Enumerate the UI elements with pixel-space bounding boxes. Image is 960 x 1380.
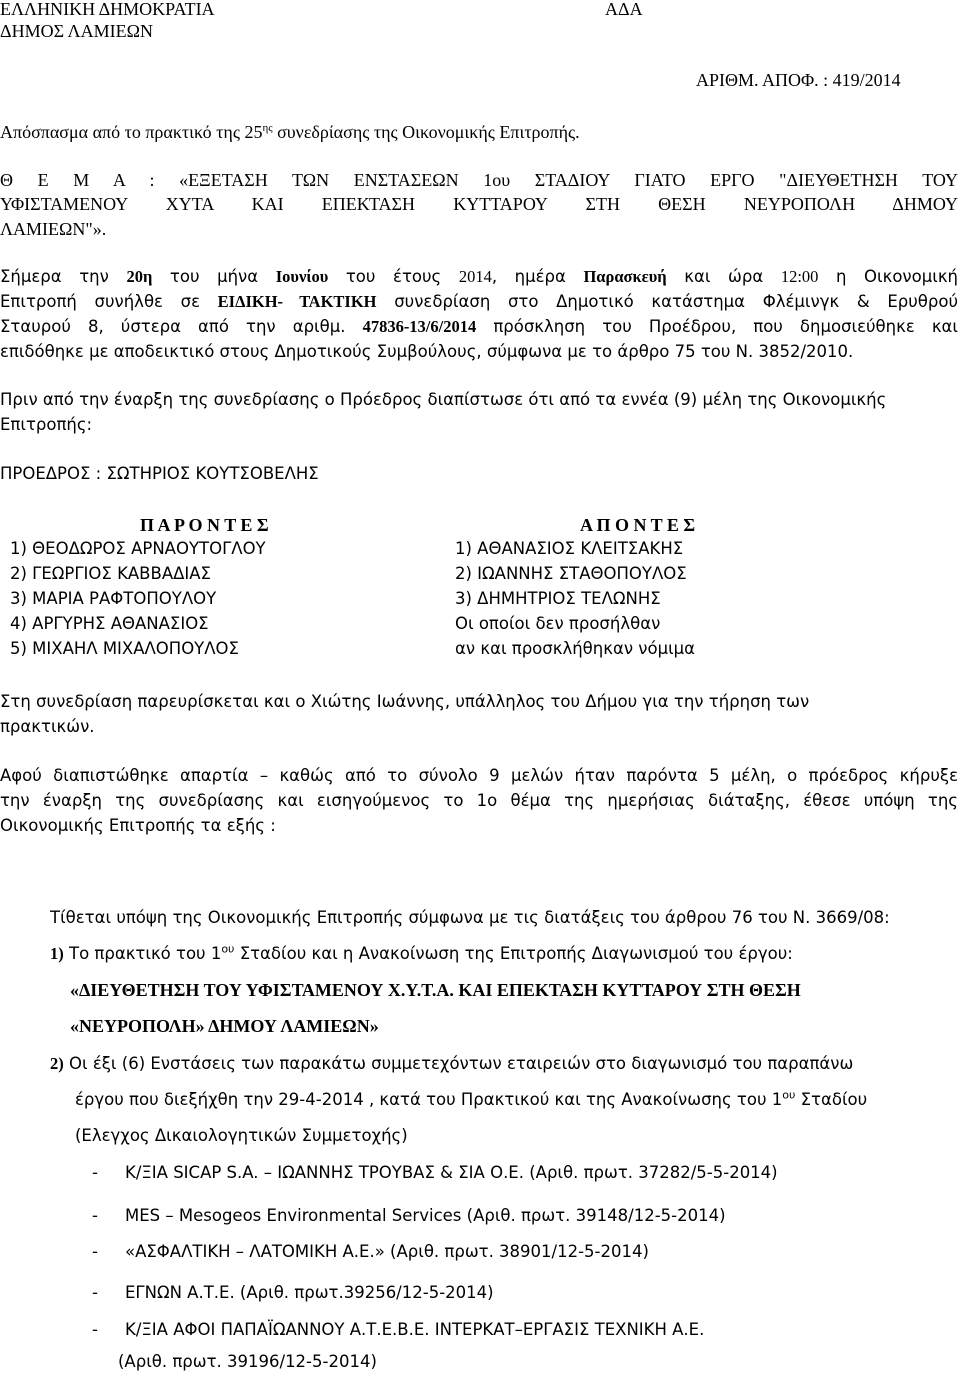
decision-label: ΑΡΙΘΜ. ΑΠΟΦ. :: [696, 70, 829, 90]
meeting-year: 2014: [458, 267, 492, 286]
absent-member: 3) ΔΗΜΗΤΡΙΟΣ ΤΕΛΩΝΗΣ: [455, 589, 661, 608]
decision-value: 419/2014: [832, 70, 901, 90]
project-title-line-1: «ΔΙΕΥΘΕΤΗΣΗ ΤΟΥ ΥΦΙΣΤΑΜΕΝΟΥ Χ.Υ.Τ.Α. ΚΑΙ ΕΠΕΚΤΑΣΗ ΚΥΤΤΑΡΟΥ ΣΤΗ ΘΕΣΗ: [70, 980, 801, 1000]
item-2-line-2: έργου που διεξήχθη την 29-4-2014 , κατά του Πρακτικού και της Ανακοίνωσης του $1^{o\upsilon}$ Σταδίου: [75, 1088, 868, 1109]
opening-line-2: την έναρξη της συνεδρίασης και εισηγούμενος το 1ο θέμα της ημερήσιας διάταξης, έθεσε υπόψη της: [0, 791, 958, 810]
absent-member: 1) ΑΘΑΝΑΣΙΟΣ ΚΛΕΙΤΣΑΚΗΣ: [455, 539, 684, 558]
session-suffix: ης: [262, 122, 273, 134]
meeting-weekday: Παρασκευή: [583, 267, 667, 286]
decision-number: [696, 68, 901, 92]
absent-heading: Α Π Ο Ν Τ Ε Σ: [580, 515, 696, 535]
ada-label: ΑΔΑ: [605, 0, 643, 19]
item-2: 2) Οι έξι (6) Ενστάσεις των παρακάτω συμμετεχόντων εταιρειών στο διαγωνισμό του παραπάνω: [50, 1054, 854, 1073]
excerpt-line: [0, 120, 580, 144]
subject-line-3: ΛΑΜΙΕΩΝ"».: [0, 219, 107, 239]
subject-line-1: Θ Ε Μ Α : «ΕΞΕΤΑΣΗ ΤΩΝ ΕΝΣΤΑΣΕΩΝ 1ου ΣΤΑΔΙΟΥ ΓΙΑΤΟ ΕΡΓΟ "ΔΙΕΥΘΕΤΗΣΗ ΤΟΥ: [0, 170, 958, 190]
objection-bullet: -: [92, 1163, 98, 1182]
objection-bullet: -: [92, 1206, 98, 1225]
opening-line-3: Οικονομικής Επιτροπής τα εξής :: [0, 816, 276, 835]
item-1: 1) Το πρακτικό του $1^{o\upsilon}$ Σταδίου και η Ανακοίνωση της Επιτροπής Διαγωνισμού του έργου:: [50, 942, 793, 963]
objection-item: Κ/ΞΙΑ SICAP S.A. – ΙΩΑΝΝΗΣ ΤΡΟΥΒΑΣ & ΣΙΑ Ο.Ε. (Αριθ. πρωτ. 37282/5-5-2014): [125, 1163, 778, 1182]
objection-item: ΕΓΝΩΝ Α.Τ.Ε. (Αριθ. πρωτ.39256/12-5-2014): [125, 1283, 494, 1302]
present-member: 5) ΜΙΧΑΗΛ ΜΙΧΑΛΟΠΟΥΛΟΣ: [10, 639, 239, 658]
quorum-line-2: Επιτροπής:: [0, 415, 93, 434]
objection-bullet: -: [92, 1320, 98, 1339]
opening-line-1: Αφού διαπιστώθηκε απαρτία – καθώς από το σύνολο 9 μελών ήταν παρόντα 5 μέλη, ο πρόεδρος κήρυξε: [0, 766, 958, 785]
excerpt-before: Απόσπασμα από το πρακτικό της: [0, 122, 240, 142]
meeting-line-1: Σήμερα την 20η του μήνα Ιουνίου του έτους 2014, ημέρα Παρασκευή και ώρα 12:00 η Οικονομική: [0, 267, 959, 286]
meeting-day: 20η: [126, 267, 153, 286]
body-intro: Τίθεται υπόψη της Οικονομικής Επιτροπής σύμφωνα με τις διατάξεις του άρθρου 76 του Ν. 3669/08:: [50, 908, 890, 927]
header-municipality: ΔΗΜΟΣ ΛΑΜΙΕΩΝ: [0, 21, 153, 41]
present-member: 2) ΓΕΩΡΓΙΟΣ ΚΑΒΒΑΔΙΑΣ: [10, 564, 211, 583]
president: ΠΡΟΕΔΡΟΣ : ΣΩΤΗΡΙΟΣ ΚΟΥΤΣΟΒΕΛΗΣ: [0, 464, 319, 483]
present-heading: Π Α Ρ Ο Ν Τ Ε Σ: [140, 515, 269, 535]
item-1-number: 1): [50, 944, 64, 963]
quorum-line-1: Πριν από την έναρξη της συνεδρίασης ο Πρόεδρος διαπίστωσε ότι από τα εννέα (9) μέλη της Οικονομικής: [0, 390, 887, 409]
meeting-line-3: Σταυρού 8, ύστερα από την αριθμ. 47836-13/6/2014 πρόσκληση του Προέδρου, που δημοσιεύθηκε και: [0, 317, 959, 336]
meeting-month: Ιουνίου: [275, 267, 329, 286]
present-member: 4) ΑΡΓΥΡΗΣ ΑΘΑΝΑΣΙΟΣ: [10, 614, 209, 633]
objection-bullet: -: [92, 1283, 98, 1302]
header-country: ΕΛΛΗΝΙΚΗ ΔΗΜΟΚΡΑΤΙΑ: [0, 0, 215, 19]
session-number: 25: [244, 122, 263, 142]
objection-item: Κ/ΞΙΑ ΑΦΟΙ ΠΑΠΑΪΩΑΝΝΟΥ Α.Τ.Ε.Β.Ε. ΙΝΤΕΡΚΑΤ–ΕΡΓΑΣΙΣ ΤΕΧΝΙΚΗ Α.Ε.: [125, 1320, 705, 1339]
invitation-ref: 47836-13/6/2014: [362, 317, 477, 336]
item-2-line-3: (Ελεγχος Δικαιολογητικών Συμμετοχής): [75, 1126, 408, 1145]
objection-item-continuation: (Αριθ. πρωτ. 39196/12-5-2014): [118, 1352, 377, 1371]
secretary-line-2: πρακτικών.: [0, 717, 95, 736]
absent-note: Οι οποίοι δεν προσήλθαν: [455, 614, 661, 633]
objection-item: MES – Mesogeos Environmental Services (Αριθ. πρωτ. 39148/12-5-2014): [125, 1206, 726, 1225]
meeting-line-4: επιδόθηκε με αποδεικτικό στους Δημοτικούς Συμβούλους, σύμφωνα με το άρθρο 75 του Ν. 3852/2010.: [0, 342, 854, 361]
subject-line-2: ΥΦΙΣΤΑΜΕΝΟΥ ΧΥΤΑ ΚΑΙ ΕΠΕΚΤΑΣΗ ΚΥΤΤΑΡΟΥ ΣΤΗ ΘΕΣΗ ΝΕΥΡΟΠΟΛΗ ΔΗΜΟΥ: [0, 194, 958, 214]
objection-item: «ΑΣΦΑΛΤΙΚΗ – ΛΑΤΟΜΙΚΗ Α.Ε.» (Αριθ. πρωτ. 38901/12-5-2014): [125, 1242, 649, 1261]
absent-note: αν και προσκλήθηκαν νόμιμα: [455, 639, 696, 658]
excerpt-after: συνεδρίασης της Οικονομικής Επιτροπής.: [277, 122, 580, 142]
item-2-number: 2): [50, 1054, 64, 1073]
absent-member: 2) ΙΩΑΝΝΗΣ ΣΤΑΘΟΠΟΥΛΟΣ: [455, 564, 687, 583]
objection-bullet: -: [92, 1242, 98, 1261]
project-title-line-2: «ΝΕΥΡΟΠΟΛΗ» ΔΗΜΟΥ ΛΑΜΙΕΩΝ»: [70, 1016, 379, 1036]
present-member: 3) ΜΑΡΙΑ ΡΑΦΤΟΠΟΥΛΟΥ: [10, 589, 217, 608]
secretary-line-1: Στη συνεδρίαση παρευρίσκεται και ο Χιώτης Ιωάννης, υπάλληλος του Δήμου για την τήρηση των: [0, 692, 810, 711]
meeting-time: 12:00: [780, 267, 819, 286]
meeting-line-2: Επιτροπή συνήλθε σε ΕΙΔΙΚΗ- ΤΑΚΤΙΚΗ συνεδρίαση στο Δημοτικό κατάστημα Φλέμινγκ & Ερυθρού: [0, 292, 959, 311]
present-member: 1) ΘΕΟΔΩΡΟΣ ΑΡΝΑΟΥΤΟΓΛΟΥ: [10, 539, 266, 558]
meeting-type: ΕΙΔΙΚΗ- ΤΑΚΤΙΚΗ: [217, 292, 377, 311]
